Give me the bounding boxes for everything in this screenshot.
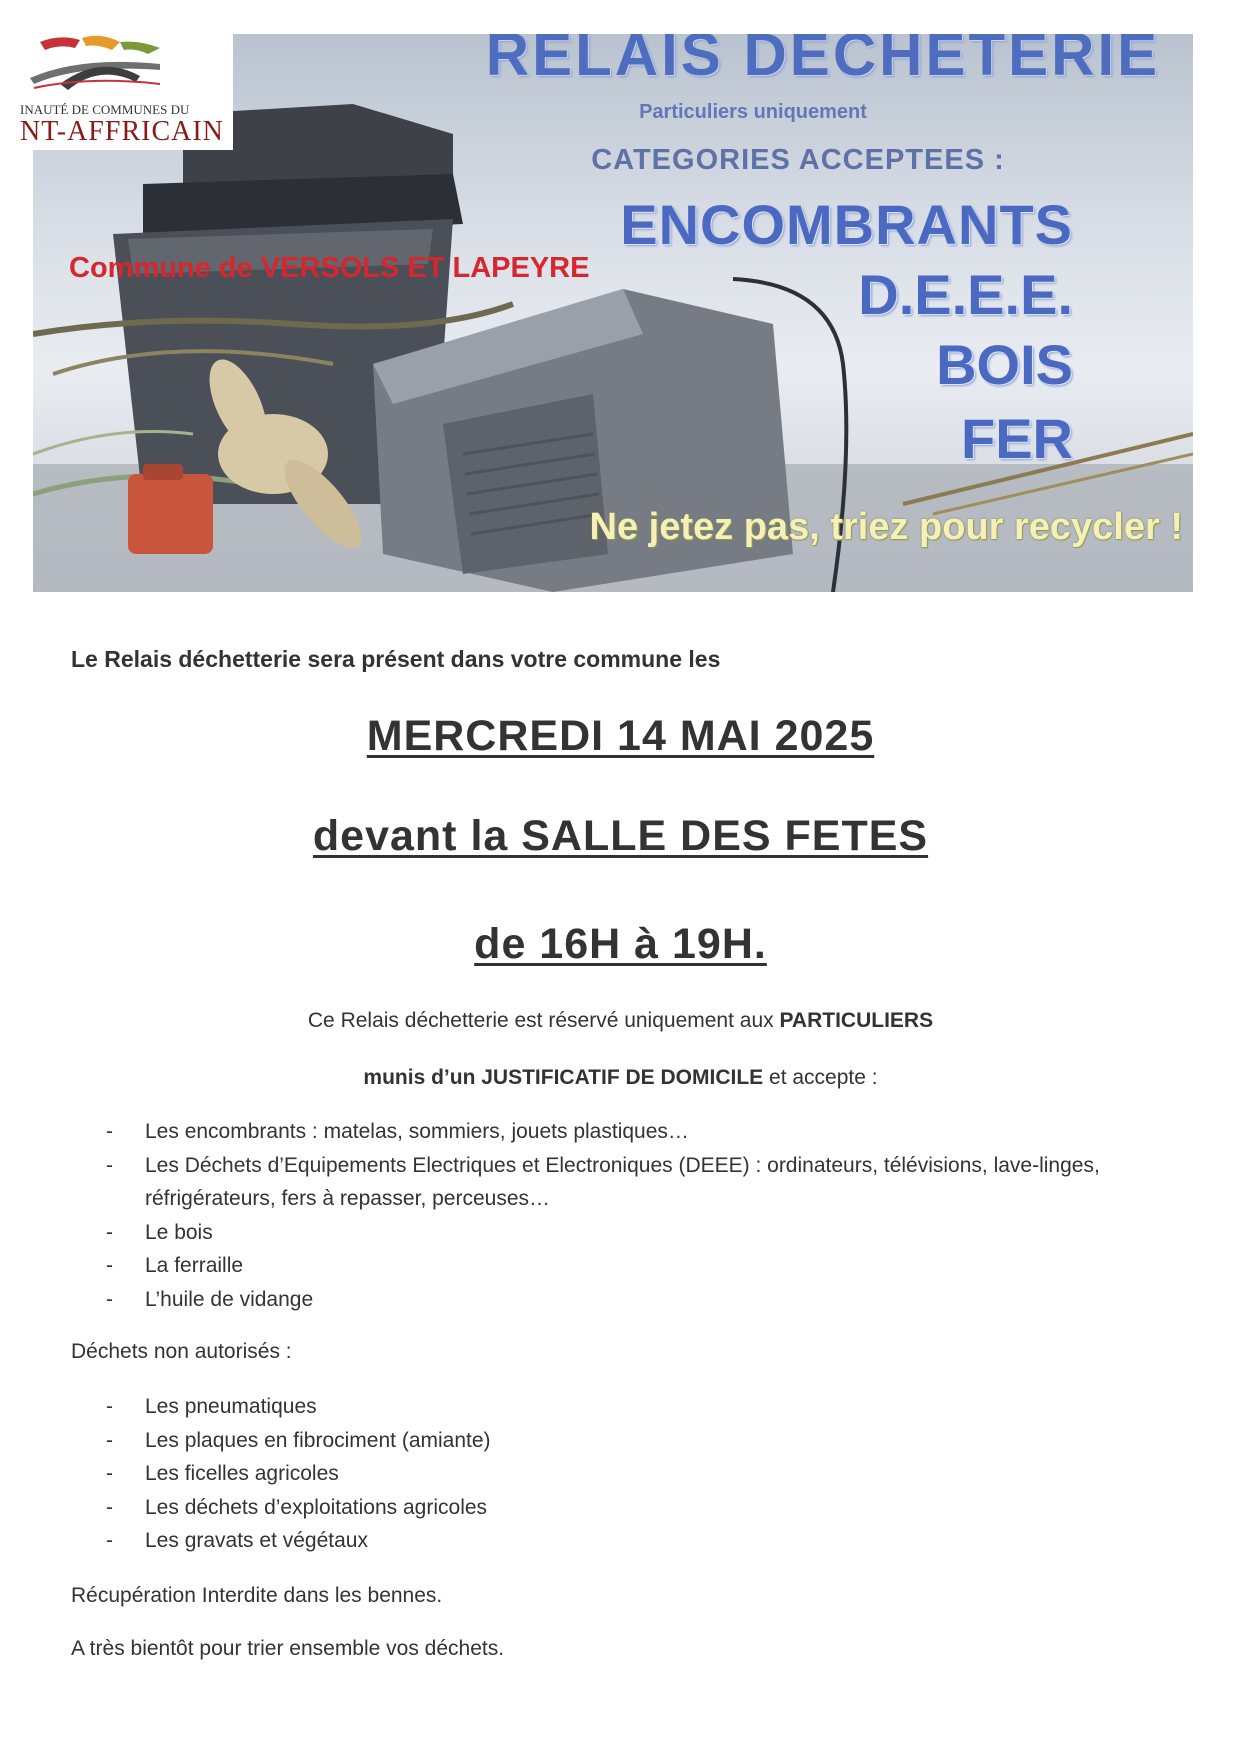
event-location: devant la SALLE DES FETES [312,812,929,860]
list-item [0,1149,1241,1216]
bullet-dash: - [106,1495,113,1519]
bullet-dash: - [106,1428,113,1452]
list-item [0,1457,1241,1491]
bullet-dash: - [106,1529,113,1552]
list-item-text: Les déchets d’exploitations agricoles [145,1495,488,1519]
banner-slogan: Ne jetez pas, triez pour recycler ! [589,506,1183,548]
proof-bold: munis d’un JUSTIFICATIF DE DOMICILE [363,1066,764,1089]
list-item-text: Les Déchets d’Equipements Electriques et Electroniques (DEEE) : ordinateurs, télévisions, lave-linges, réfrigérateurs, fers à repasser, perceuses… [145,1153,1100,1210]
banner-category-deee: D.E.E.E. [858,263,1073,326]
banner-categories-heading: CATEGORIES ACCEPTEES : [591,144,1005,176]
reserved-prefix: Ce Relais déchetterie est réservé uniquement aux [307,1009,780,1032]
logo-text-line1: INAUTÉ DE COMMUNES DU [20,102,190,117]
banner-title: RELAIS DECHETERIE [485,34,1161,88]
list-item-text: Les pneumatiques [145,1395,317,1418]
community-logo [0,30,233,150]
list-item [0,1524,1241,1558]
commune-name: Commune de VERSOLS ET LAPEYRE [69,252,590,284]
logo-text-line2: NT-AFFRICAIN [20,116,224,147]
list-item [0,1283,1241,1317]
banner-subtitle: Particuliers uniquement [639,101,867,123]
list-item-text: Les gravats et végétaux [145,1529,368,1552]
bullet-dash: - [106,1395,113,1418]
accepted-list [0,1115,1241,1316]
list-item-text: Les plaques en fibrociment (amiante) [145,1428,491,1452]
banner-category-fer: FER [961,407,1073,470]
logo-emblem-icon [20,34,170,98]
proof-suffix: et accepte : [763,1066,878,1089]
proof-line [0,1066,1241,1090]
closing-text: A très bientôt pour trier ensemble vos déchets. [71,1637,505,1660]
list-item [0,1249,1241,1283]
recovery-notice: Récupération Interdite dans les bennes. [71,1584,443,1607]
intro-text: Le Relais déchetterie sera présent dans votre commune les [71,646,721,672]
reserved-bold: PARTICULIERS [779,1009,934,1032]
list-item [0,1216,1241,1250]
bullet-dash: - [106,1254,113,1277]
bullet-dash: - [106,1220,113,1244]
list-item-text: La ferraille [145,1254,244,1277]
list-item-text: Les encombrants : matelas, sommiers, jouets plastiques… [145,1120,689,1143]
banner-category-bois: BOIS [936,333,1073,396]
bullet-dash: - [106,1153,113,1177]
list-item-text: Le bois [145,1220,213,1244]
list-item [0,1390,1241,1424]
event-date: MERCREDI 14 MAI 2025 [366,712,875,760]
banner-category-encombrants: ENCOMBRANTS [620,193,1073,256]
bullet-dash: - [106,1120,113,1143]
list-item [0,1491,1241,1525]
list-item-text: L’huile de vidange [145,1287,314,1311]
refused-heading: Déchets non autorisés : [71,1340,292,1363]
bullet-dash: - [106,1287,113,1311]
bullet-dash: - [106,1462,113,1485]
event-hours: de 16H à 19H. [474,920,767,968]
refused-list [0,1390,1241,1558]
reserved-line [0,1009,1241,1033]
list-item [0,1115,1241,1149]
list-item-text: Les ficelles agricoles [145,1462,339,1485]
list-item [0,1424,1241,1458]
